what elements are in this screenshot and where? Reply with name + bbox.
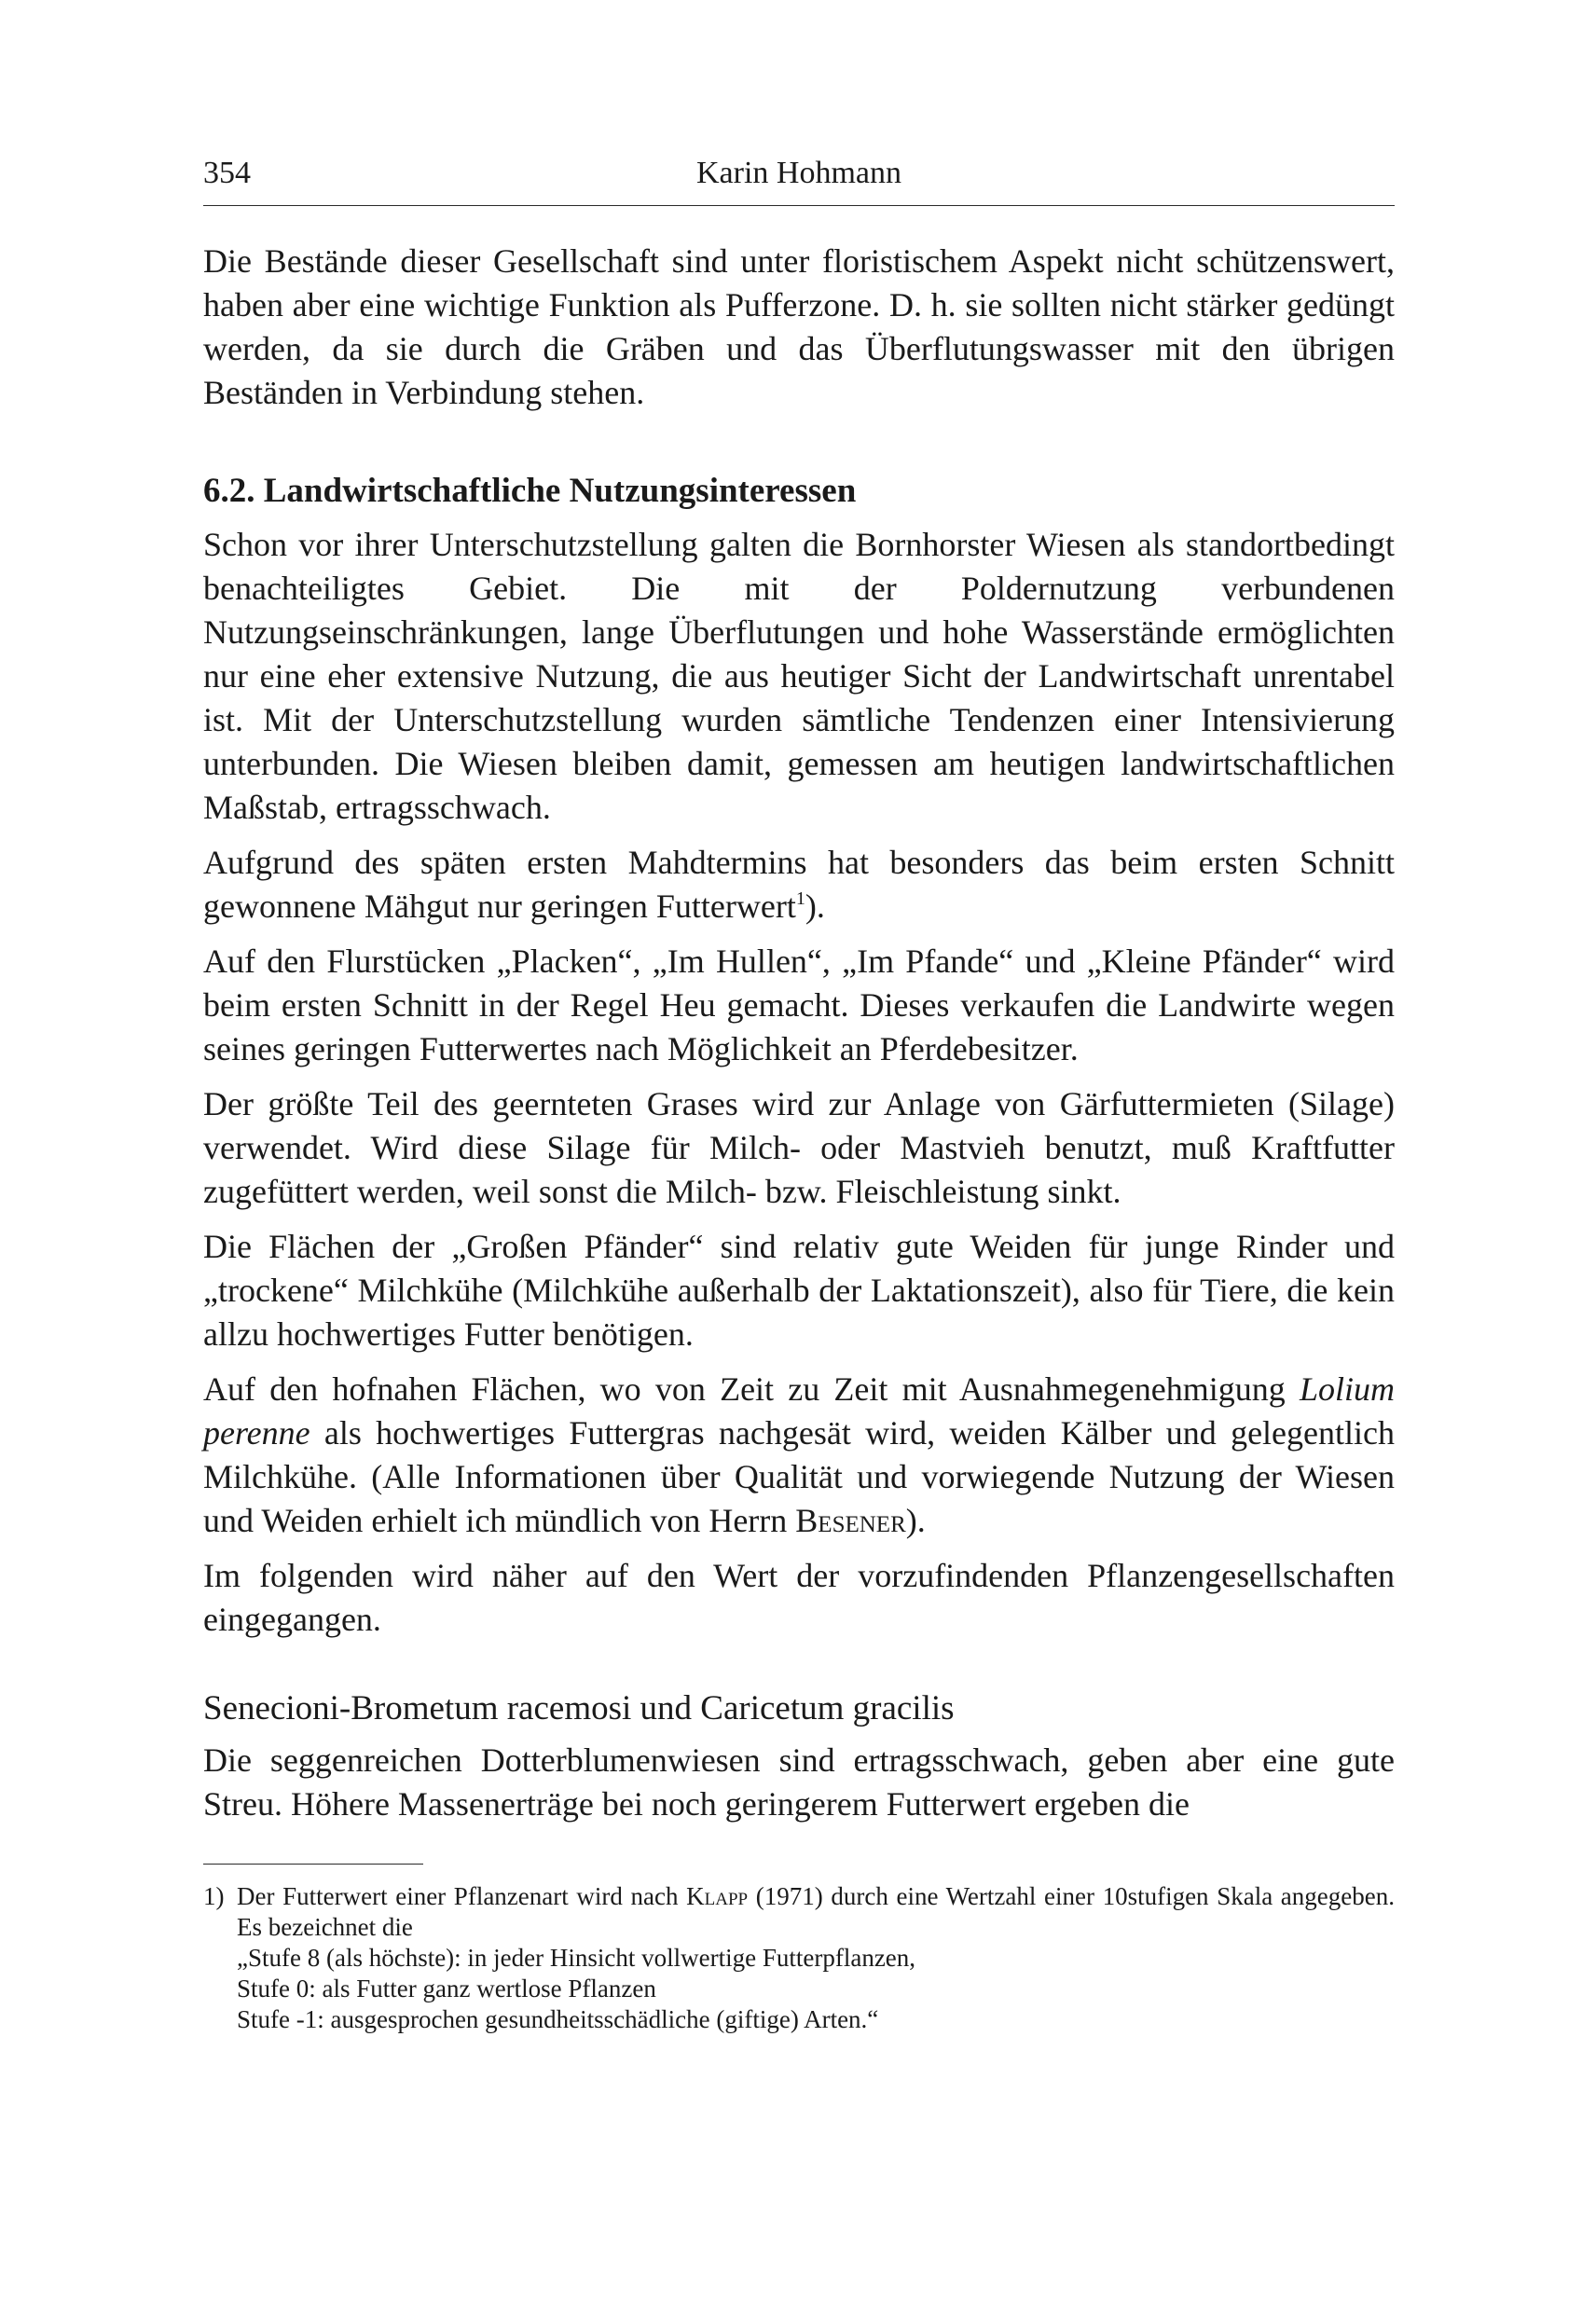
- subsection-heading: Senecioni-Brometum racemosi und Caricetum gracilis: [203, 1689, 955, 1727]
- footnote: [203, 1881, 1395, 2035]
- footnote-reference: 1: [795, 888, 805, 909]
- paragraph-text: als hochwertiges Futtergras nachgesät wird, weiden Kälber und gelegentlich Milchkühe. (Alle Informationen über Qualität und vorwiegende Nutzung der Wiesen und Weiden erhielt ich mündlich von Herrn: [203, 1414, 1395, 1539]
- species-name: Lolium perenne: [203, 1370, 1395, 1452]
- footnote-text-end: (1971) durch eine Wertzahl einer 10stufigen Skala angegeben. Es bezeichnet die: [237, 1882, 1395, 1941]
- footnote-text: [237, 1881, 1395, 1943]
- section-paragraph-3: Auf den Flurstücken „Placken“, „Im Hullen“, „Im Pfande“ und „Kleine Pfänder“ wird beim ersten Schnitt in der Regel Heu gemacht. Dieses verkaufen die Landwirte wegen seines geringen Futterwertes nach Möglichkeit an Pferdebesitzer.: [203, 943, 1395, 1067]
- section-paragraph-4: Der größte Teil des geernteten Grases wird zur Anlage von Gärfuttermieten (Silage) verwendet. Wird diese Silage für Milch- oder Mastvieh benutzt, muß Kraftfutter zugefüttert werden, weil sonst die Milch- bzw. Fleischleistung sinkt.: [203, 1085, 1395, 1210]
- section-paragraph-1: Schon vor ihrer Unterschutzstellung galten die Bornhorster Wiesen als standortbedingt benachteiligtes Gebiet. Die mit der Poldernutzung verbundenen Nutzungseinschränkungen, lange Überflutungen und hohe Wasserstände ermöglichten nur eine eher extensive Nutzung, die aus heutiger Sicht der Landwirtschaft unrentabel ist. Mit der Unterschutzstellung wurden sämtliche Tendenzen einer Intensivierung unterbunden. Die Wiesen bleiben damit, gemessen am heutigen landwirtschaftlichen Maßstab, ertragsschwach.: [203, 526, 1395, 826]
- footnote-quote-line-2: Stufe 0: als Futter ganz wertlose Pflanzen: [237, 1975, 656, 2002]
- footnote-rule: [203, 1864, 423, 1865]
- footnote-author: Klapp: [686, 1882, 749, 1910]
- footnote-quote-line-3: Stufe -1: ausgesprochen gesundheitsschädliche (giftige) Arten.“: [237, 2005, 879, 2033]
- footnote-quote-line-1: „Stufe 8 (als höchste): in jeder Hinsicht vollwertige Futterpflanzen,: [237, 1944, 916, 1972]
- footnote-text-start: Der Futterwert einer Pflanzenart wird nach: [237, 1882, 687, 1910]
- paragraph-text: Auf den hofnahen Flächen, wo von Zeit zu Zeit mit Ausnahmegenehmigung: [203, 1370, 1300, 1408]
- book-page: [203, 149, 1395, 2256]
- subsection-paragraph-1: Die seggenreichen Dotterblumenwiesen sind ertragsschwach, geben aber eine gute Streu. Höhere Massenerträge bei noch geringerem Futterwert ergeben die: [203, 1741, 1395, 1823]
- paragraph-text: Aufgrund des späten ersten Mahdtermins hat besonders das beim ersten Schnitt gewonnene Mähgut nur geringen Futterwert: [203, 844, 1395, 925]
- section-paragraph-5: Die Flächen der „Großen Pfänder“ sind relativ gute Weiden für junge Rinder und „trockene“ Milchkühe (Milchkühe außerhalb der Laktationszeit), also für Tiere, die kein allzu hochwertiges Futter benötigen.: [203, 1228, 1395, 1353]
- section-paragraph-2: [203, 841, 1395, 929]
- section-paragraph-6: [203, 1368, 1395, 1543]
- paragraph-text: ).: [805, 888, 825, 925]
- header-rule: [203, 205, 1395, 206]
- footnote-mark: 1): [203, 1882, 225, 1910]
- page-number: 354: [203, 156, 251, 190]
- paragraph-text: ).: [905, 1502, 926, 1539]
- intro-paragraph: Die Bestände dieser Gesellschaft sind unter floristischem Aspekt nicht schützenswert, haben aber eine wichtige Funktion als Pufferzone. D. h. sie sollten nicht stärker gedüngt werden, da sie durch die Gräben und das Überflutungswasser mit den übrigen Beständen in Verbindung stehen.: [203, 242, 1395, 411]
- running-head: [203, 149, 1395, 198]
- running-title: Karin Hohmann: [695, 156, 901, 190]
- person-name: Besener: [795, 1502, 906, 1539]
- section-heading: 6.2. Landwirtschaftliche Nutzungsinteressen: [203, 472, 857, 510]
- section-paragraph-7: Im folgenden wird näher auf den Wert der vorzufindenden Pflanzengesellschaften eingegangen.: [203, 1557, 1395, 1638]
